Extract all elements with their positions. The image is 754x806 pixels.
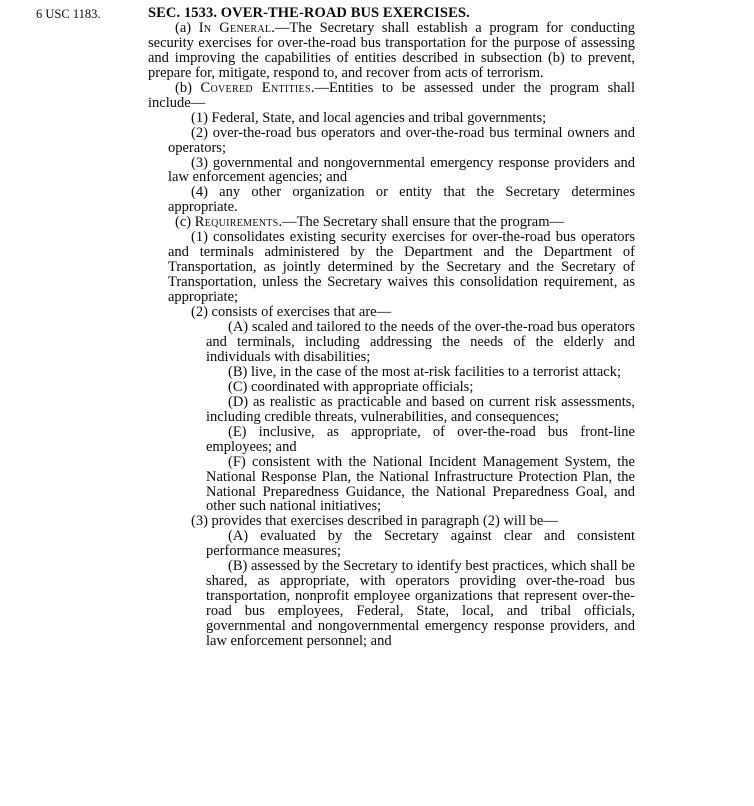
paragraph-text: (C) coordinated with appropriate officials; bbox=[228, 378, 474, 395]
paragraph-text: .—The Secretary shall ensure that the program— bbox=[278, 214, 565, 231]
statute-paragraph bbox=[168, 185, 635, 215]
paragraph-text: (E) inclusive, as appropriate, of over-the-road bus front-line employees; and bbox=[206, 423, 635, 455]
small-caps-label: Covered Entities bbox=[200, 79, 311, 96]
statute-paragraph bbox=[168, 305, 635, 320]
paragraph-text: (4) any other organization or entity that the Secretary determines appropriate. bbox=[168, 184, 635, 216]
paragraph-text: (a) bbox=[175, 19, 199, 36]
small-caps-label: Requirements bbox=[194, 214, 279, 231]
statute-paragraph bbox=[168, 514, 635, 529]
statute-paragraph bbox=[148, 215, 635, 230]
statute-body bbox=[148, 21, 635, 649]
statute-paragraph bbox=[168, 230, 635, 305]
statute-paragraph bbox=[206, 395, 635, 425]
paragraph-text: (2) consists of exercises that are— bbox=[191, 304, 392, 321]
statute-paragraph bbox=[206, 320, 635, 365]
section-heading: SEC. 1533. OVER-THE-ROAD BUS EXERCISES. bbox=[148, 5, 470, 21]
paragraph-text: (3) governmental and nongovernmental emergency response providers and law enforcement agencies; and bbox=[168, 154, 635, 186]
statute-paragraph bbox=[148, 81, 635, 111]
statute-paragraph bbox=[206, 529, 635, 559]
paragraph-text: (1) consolidates existing security exercises for over-the-road bus operators and terminals administered by the Department and the Department of Transportation, as jointly determined by the Secretary and the Secretary of Transportation, unless the Secretary waives this consolidation requirement, as appropriate; bbox=[168, 229, 635, 306]
statute-paragraph bbox=[206, 425, 635, 455]
usc-margin-note: 6 USC 1183. bbox=[36, 7, 101, 21]
statute-paragraph bbox=[206, 559, 635, 649]
paragraph-text: (2) over-the-road bus operators and over-the-road bus terminal owners and operators; bbox=[168, 124, 635, 156]
statute-paragraph bbox=[148, 21, 635, 81]
paragraph-text: (3) provides that exercises described in paragraph (2) will be— bbox=[191, 513, 558, 530]
paragraph-text: (D) as realistic as practicable and based on current risk assessments, including credible threats, vulnerabilities, and consequences; bbox=[206, 393, 635, 425]
paragraph-text: (B) assessed by the Secretary to identify best practices, which shall be shared, as appropriate, with operators providing over-the-road bus transportation, nonprofit employee organizations that represent over-the-road bus employees, Federal, State, local, and tribal officials, governmental and nongovernmental emergency response providers, and law enforcement personnel; and bbox=[206, 558, 635, 650]
paragraph-text: (b) bbox=[175, 79, 201, 96]
statute-paragraph bbox=[206, 455, 635, 515]
statute-paragraph bbox=[168, 126, 635, 156]
statute-paragraph bbox=[168, 111, 635, 126]
paragraph-text: (F) consistent with the National Incident Management System, the National Response Plan, the National Infrastructure Protection Plan, the National Preparedness Guidance, the National Preparedness Goal, and other such national initiatives; bbox=[206, 453, 635, 515]
paragraph-text: .—Entities to be assessed under the program shall include— bbox=[148, 79, 635, 111]
paragraph-text: (1) Federal, State, and local agencies and tribal governments; bbox=[191, 109, 547, 126]
paragraph-text: (A) scaled and tailored to the needs of the over-the-road bus operators and terminals, including addressing the needs of the elderly and individuals with disabilities; bbox=[206, 319, 635, 365]
paragraph-text: .—The Secretary shall establish a program for conducting security exercises for over-the-road bus transportation for the purpose of assessing and improving the capabilities of entities described in subsection (b) to prevent, prepare for, mitigate, respond to, and recover from acts of terrorism. bbox=[148, 19, 636, 81]
statute-paragraph bbox=[168, 156, 635, 186]
paragraph-text: (c) bbox=[175, 214, 195, 231]
paragraph-text: (A) evaluated by the Secretary against clear and consistent performance measures; bbox=[206, 528, 635, 560]
small-caps-label: In General bbox=[198, 19, 272, 36]
statute-paragraph bbox=[206, 365, 635, 380]
statute-text-block bbox=[148, 6, 635, 649]
paragraph-text: (B) live, in the case of the most at-risk facilities to a terrorist attack; bbox=[228, 363, 621, 380]
statute-paragraph bbox=[206, 380, 635, 395]
